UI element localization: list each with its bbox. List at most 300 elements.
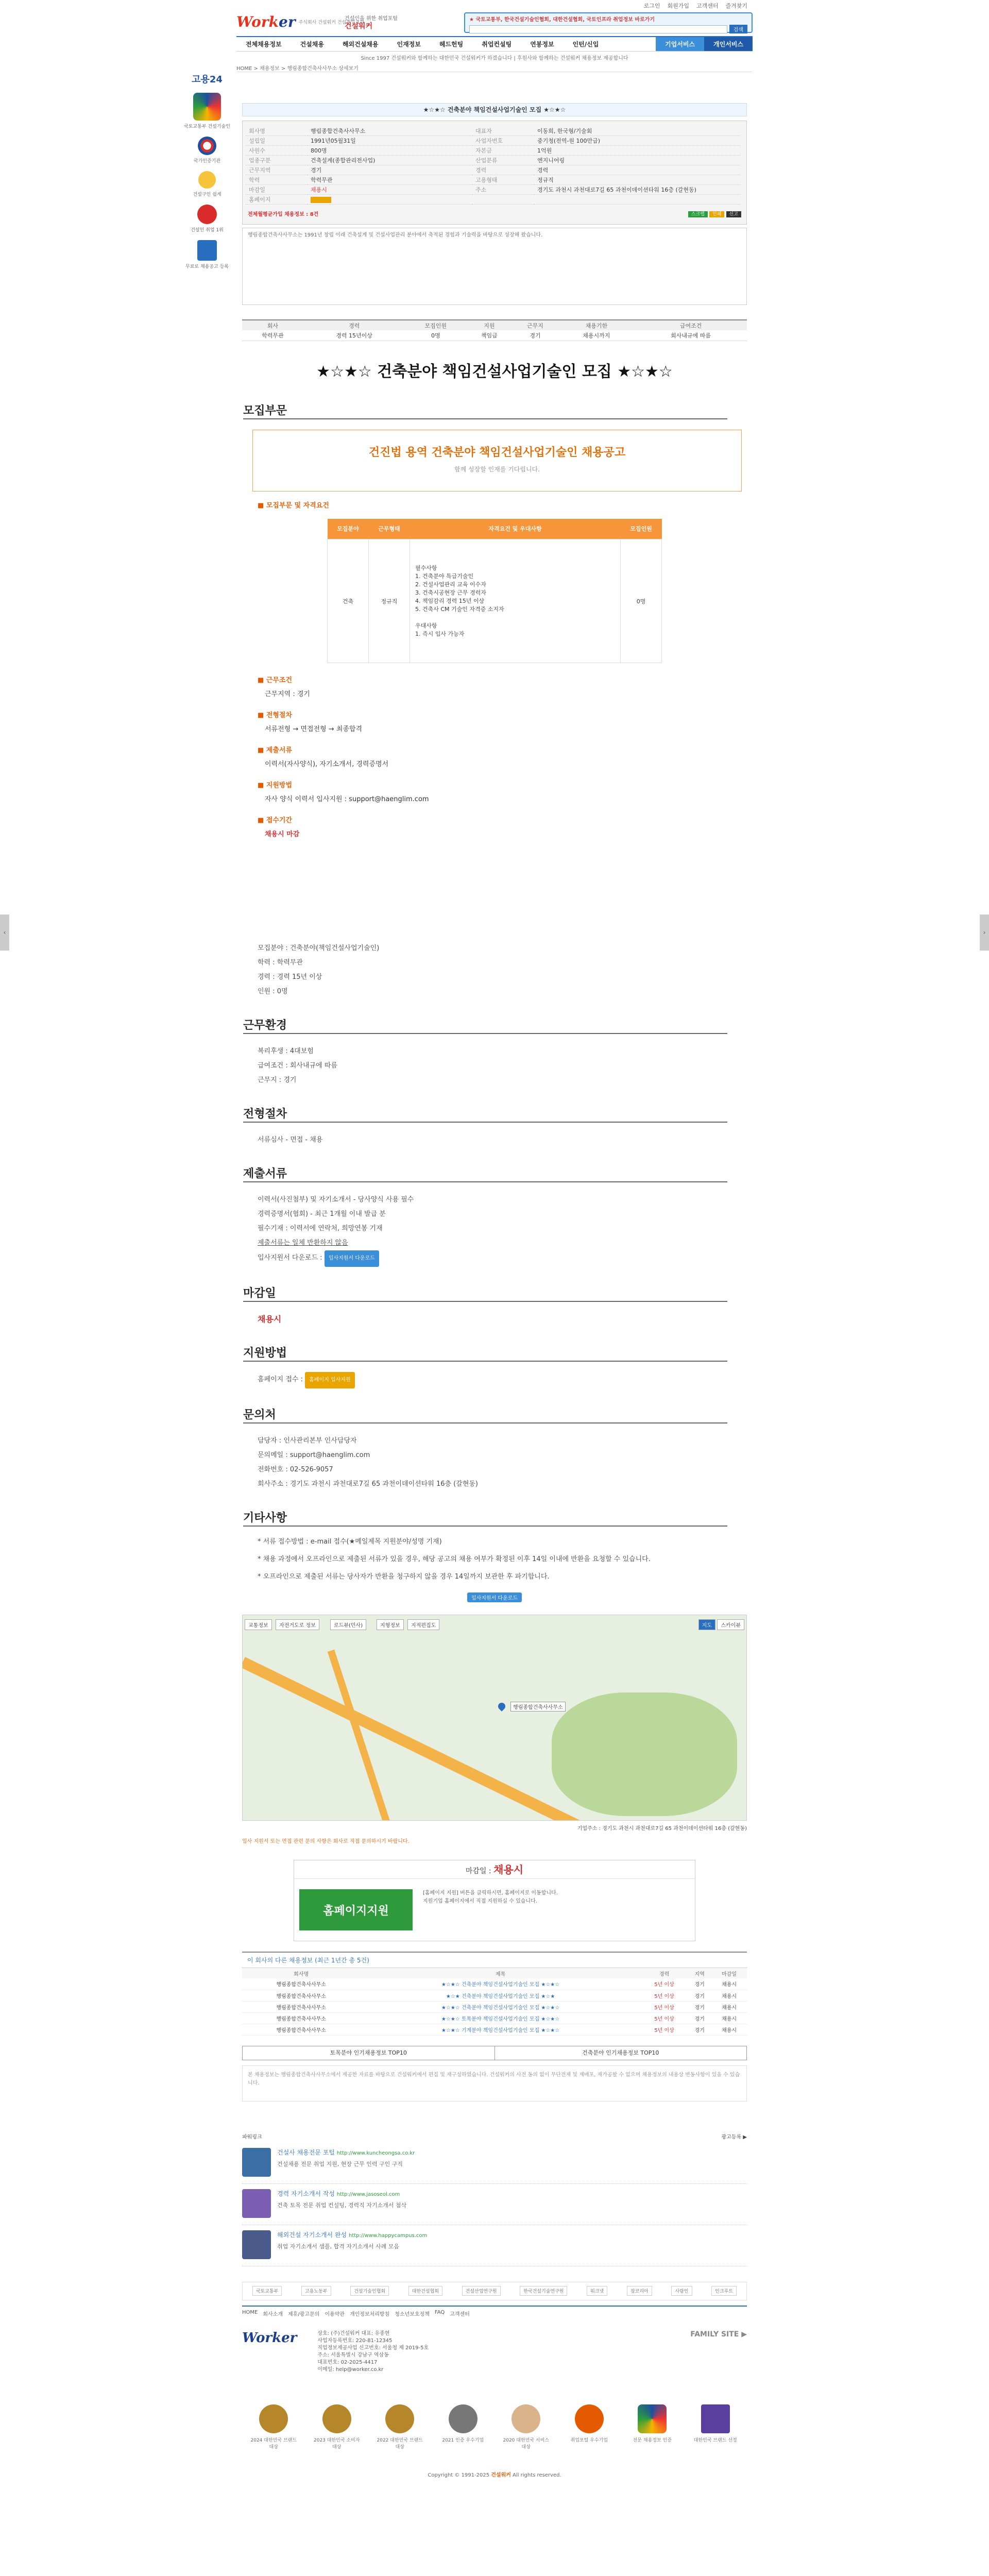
contact-lines [258, 1434, 747, 1492]
sidebar-item-post-job[interactable] [181, 240, 233, 269]
partner-logo[interactable]: 건설기술인협회 [350, 2286, 389, 2296]
documents-lines [258, 1193, 747, 1267]
section-heading: 근무환경 [243, 1016, 727, 1034]
cell: 채용시 [711, 1990, 747, 2001]
map-left-tab[interactable]: 로드뷰(민사) [330, 1619, 366, 1630]
job-link[interactable]: ★☆★☆ 건축분야 책임건설사업기술인 모집 ★☆★☆ [360, 1978, 640, 1990]
award-label: 2023 대한민국 소비자 대상 [314, 2437, 360, 2450]
other-jobs [242, 1952, 747, 2036]
info-value: 이동희, 한국형/기술회 [534, 126, 740, 136]
cell: 5년 이상 [641, 2024, 688, 2035]
partner-logo[interactable]: 워크넷 [587, 2286, 607, 2296]
cond-desc [410, 539, 621, 663]
table-row [242, 330, 747, 341]
award-label: 2021 인증 우수기업 [442, 2437, 484, 2443]
sub-deadline [258, 815, 747, 838]
ad-url[interactable]: http://www.jasoseol.com [336, 2191, 400, 2197]
cell: 채용시 [711, 1978, 747, 1990]
sidebar-item-cert[interactable] [181, 137, 233, 164]
section-recruit [242, 402, 747, 999]
summary-cell: 책임급 [466, 330, 512, 341]
plain-line: 근무지 : 경기 [258, 1076, 297, 1084]
nav-item-salary[interactable]: 연봉정보 [530, 41, 554, 48]
text-line: [홈페이지 지원] 버튼을 클릭하시면, 홈페이지로 이동합니다. [423, 1890, 558, 1896]
award-label: 대한민국 브랜드 선정 [693, 2437, 737, 2443]
logo-mark [236, 13, 296, 30]
sub-value: 채용시 마감 [265, 831, 300, 838]
cell: 경기 [688, 1978, 711, 1990]
deadline-header [294, 1860, 695, 1879]
partner-logo[interactable]: 국토교통부 [252, 2286, 282, 2296]
bulb-icon [198, 171, 216, 189]
section-heading: 마감일 [243, 1284, 727, 1302]
award-badge [250, 2404, 297, 2450]
header-tagline [345, 15, 398, 31]
recruit-box-title: 건진법 용역 건축분야 책임건설사업기술인 채용공고 [368, 446, 626, 459]
since-line: Since 1997 건설워커와 함께하는 대한민국 건설워커가 하겠습니다 | 후원사와 함께하는 건설워커 채용정보 제공합니다 [361, 56, 628, 61]
award-label: 2022 대한민국 브랜드 대상 [377, 2437, 423, 2450]
plain-line: * 오프라인으로 제출된 서류는 당사자가 반환을 청구하지 않을 경우 14일까지 보관한 후 파기합니다. [258, 1573, 550, 1581]
ads-register-link[interactable]: 광고등록 ▶ [721, 2134, 747, 2140]
footer-link[interactable]: 회사소개 [263, 2311, 283, 2317]
info-key: 사업자번호 [472, 136, 534, 146]
map-pin-icon[interactable] [497, 1701, 507, 1711]
cell: 경기 [688, 1990, 711, 2001]
cond-desc-line: 5. 건축사 CM 기술인 자격증 소지자 [415, 605, 504, 613]
cell: 경기 [688, 2001, 711, 2012]
info-key: 업종구분 [246, 156, 308, 165]
company-info-panel [242, 121, 747, 225]
logo-mark-a: Work [236, 13, 279, 30]
popular-rankings [242, 2046, 747, 2060]
cell: 채용시 [711, 2012, 747, 2024]
footer-link[interactable]: 이용약관 [325, 2311, 345, 2317]
map-address: 기업주소 : 경기도 과천시 과천대로7길 65 과천이데이션타워 16층 (갈현동) [577, 1826, 747, 1832]
sub-value: 서류전형 → 면접전형 → 최종합격 [265, 725, 363, 733]
table-row [328, 539, 662, 663]
search-input[interactable] [469, 25, 727, 33]
cond-type: 정규직 [369, 539, 410, 663]
sub-heading: ■ 근무조건 [258, 674, 747, 684]
partner-logo[interactable]: 고용노동부 [301, 2286, 331, 2296]
nav-item-overseas[interactable]: 해외건설채용 [342, 41, 379, 48]
info-value-address: 경기도 과천시 과천대로7길 65 과천이데이션타워 16층 (갈현동) [534, 185, 740, 195]
apply-line [258, 1372, 747, 1388]
sidebar-item-easy[interactable] [181, 171, 233, 197]
text-line: 지원기업 홈페이지에서 직접 지원하실 수 있습니다. [423, 1899, 537, 1904]
other-header: 지역 [688, 1968, 711, 1978]
left-sidebar [181, 72, 233, 277]
footer-link[interactable]: FAQ [434, 2309, 445, 2315]
award-label: 전문 채용정보 인증 [633, 2437, 672, 2443]
nav-item-company-service[interactable]: 기업서비스 [656, 37, 704, 51]
sidebar-label-6: 무료로 채용공고 등록 [185, 264, 229, 269]
sidebar-label-4: 건설구인 쉽게 [193, 192, 221, 197]
cell: 행림종합건축사사무소 [242, 2001, 360, 2012]
partner-logo[interactable]: 한국건설기술연구원 [520, 2286, 567, 2296]
info-value: 정규직 [534, 175, 740, 185]
summary-cell: 경력 15년이상 [303, 330, 405, 341]
table-row[interactable] [242, 2012, 747, 2024]
molit-logo-icon [193, 93, 221, 121]
sidebar-label-2: 국토교통부 건설기술인 [184, 124, 230, 129]
info-value: 경기 [308, 165, 472, 175]
copyright-pre: Copyright © 1991-2025 [428, 2472, 491, 2478]
ad-title[interactable]: 경력 자기소개서 작성 [277, 2190, 335, 2197]
summary-cell: 0명 [405, 330, 466, 341]
cond-desc-line: 3. 건축시공현장 근무 경력자 [415, 589, 486, 596]
plain-line: 필수기재 : 이력서에 연락처, 희망연봉 기재 [258, 1225, 383, 1232]
info-value: 1991년05월31일 [308, 136, 472, 146]
other-header: 마감일 [711, 1968, 747, 1978]
summary-header: 회사 [242, 320, 303, 330]
section-heading: 모집부문 [243, 402, 727, 419]
partner-logo[interactable]: 잡코리아 [627, 2286, 652, 2296]
award-medal-icon [701, 2404, 730, 2433]
award-medal-icon [322, 2404, 351, 2433]
util-link-support[interactable]: 고객센터 [696, 3, 719, 9]
award-badge [566, 2404, 612, 2450]
ad-desc: 건축 토목 전문 취업 컨설팅, 경력직 자기소개서 첨삭 [277, 2201, 407, 2209]
footer-logo-a: Work [242, 2330, 282, 2346]
sub-heading: ■ 지원방법 [258, 779, 747, 789]
sub-docs [258, 744, 747, 768]
nav-item-consulting[interactable]: 취업컨설팅 [482, 41, 512, 48]
cell: 경기 [688, 2024, 711, 2035]
document-icon [197, 240, 217, 261]
cell: 5년 이상 [641, 1978, 688, 1990]
map-tab-skyview[interactable]: 스카이뷰 [717, 1619, 744, 1630]
fineprint: 본 채용정보는 행림종합건축사사무소에서 제공한 자료를 바탕으로 건설워커에서 편집 및 재구성하였습니다. 건설워커의 사전 동의 없이 무단전재 및 재배포, 재가공할 수 없으며 채용정보의 내용상 변동사항이 있을 수 있습니다. [242, 2065, 747, 2102]
ad-title[interactable]: 건설사 채용전문 포털 [277, 2148, 335, 2156]
map-pin-label: 행림종합건축사사무소 [510, 1702, 566, 1711]
plain-line: 제출서류는 일체 반환하지 않음 [258, 1239, 348, 1247]
nav-item-talent[interactable]: 인재정보 [397, 41, 421, 48]
plain-line: * 채용 과정에서 오프라인으로 제출된 서류가 있을 경우, 해당 공고의 채용 여부가 확정된 이후 14일 이내에 반환을 요청할 수 있습니다. [258, 1555, 651, 1563]
nav-item-construction[interactable]: 건설채용 [300, 41, 324, 48]
plain-line: 경력 : 경력 15년 이상 [258, 973, 322, 981]
top-banner: ★☆★☆ 건축분야 책임건설사업기술인 모집 ★☆★☆ [242, 103, 747, 116]
logo-subtitle: 주식회사 건설워커 건설취업 1위 [298, 20, 364, 25]
award-badge [629, 2404, 675, 2450]
info-value: 중기청(전역-원 100만급) [534, 136, 740, 146]
copyright-post: All rights reserved. [510, 2472, 561, 2478]
awards-row [242, 2404, 747, 2450]
section-apply [242, 1344, 747, 1388]
table-row[interactable] [242, 2001, 747, 2012]
sub-value: 근무지역 : 경기 [265, 690, 310, 698]
breadcrumb: HOME > 채용정보 > 행림종합건축사사무소 상세보기 [236, 64, 753, 72]
table-row[interactable] [242, 2024, 747, 2035]
left-edge-tab[interactable]: ‹ [0, 914, 9, 951]
summary-header: 경력 [303, 320, 405, 330]
download-form-button[interactable]: 입사지원서 다운로드 [325, 1250, 379, 1267]
job-link[interactable]: ★☆★☆ 토목분야 책임건설사업기술인 모집 ★☆★☆ [360, 2012, 640, 2024]
table-row[interactable] [242, 1978, 747, 1990]
info-value: 1억원 [534, 146, 740, 156]
plain-line: 회사주소 : 경기도 과천시 과천대로7길 65 과천이데이션타워 16층 (갈현동) [258, 1480, 479, 1488]
map-park [552, 1692, 737, 1816]
main-nav [236, 36, 753, 52]
ad-title[interactable]: 해외건설 자기소개서 완성 [277, 2231, 347, 2239]
info-key: 근무지역 [246, 165, 308, 175]
footer-link[interactable]: 제휴/광고문의 [287, 2311, 320, 2317]
plain-line: 경력증명서(협회) - 최근 1개월 이내 발급 분 [258, 1210, 386, 1218]
plain-line: 문의메일 : support@haenglim.com [258, 1451, 370, 1459]
info-key: 회사명 [246, 126, 308, 136]
plain-line: 급여조건 : 회사내규에 따름 [258, 1062, 337, 1070]
footer-link[interactable]: HOME [242, 2309, 258, 2315]
info-key: 주소 [472, 185, 534, 195]
award-label: 2024 대한민국 브랜드 대상 [250, 2437, 297, 2450]
footer-link[interactable]: 청소년보호정책 [395, 2311, 430, 2317]
award-medal-icon [385, 2404, 414, 2433]
site-footer [242, 2306, 747, 2478]
cond-desc-line: 우대사항 [415, 622, 437, 629]
ads-label: 파워링크 [242, 2134, 262, 2140]
ad-desc: 취업 자기소개서 샘플, 합격 자기소개서 사례 모음 [277, 2243, 399, 2250]
footer-company-info [317, 2330, 429, 2374]
cond-header: 모집인원 [621, 519, 662, 539]
right-edge-tab[interactable]: › [980, 914, 989, 951]
cell: 채용시 [711, 2024, 747, 2035]
footer-info-line: 주소: 서울특별시 강남구 역삼동 [317, 2352, 389, 2358]
plain-line: 담당자 : 인사관리본부 인사담당자 [258, 1437, 357, 1445]
sidebar-label-1: 고용24 [192, 74, 223, 85]
cond-desc-line: 필수사항 [415, 564, 437, 571]
award-medal-icon [511, 2404, 540, 2433]
util-link-join[interactable]: 회원가입 [667, 3, 689, 9]
report-button[interactable]: 신고 [726, 211, 741, 217]
award-medal-icon [449, 2404, 478, 2433]
deadline-apply-box [294, 1860, 695, 1941]
cell: 행림종합건축사사무소 [242, 2024, 360, 2035]
copyright-brand: 건설워커 [491, 2472, 511, 2478]
award-label: 취업포털 우수기업 [570, 2437, 608, 2443]
sidebar-label-5: 건설인 취업 1위 [191, 228, 224, 233]
award-badge [440, 2404, 486, 2450]
summary-header: 근무지 [512, 320, 558, 330]
print-button[interactable]: 인쇄 [709, 211, 724, 217]
plain-line: 학력 : 학력무관 [258, 959, 303, 967]
work-env-lines [258, 1044, 747, 1088]
sidebar-label-3: 국가인증기관 [193, 159, 221, 164]
cond-desc-line: 2. 건설사업관리 교육 이수자 [415, 581, 486, 588]
header-brand: 건설워커 [345, 22, 373, 30]
map-left-tab[interactable]: 지형정보 [377, 1619, 404, 1630]
apply-label: 홈페이지 접수 : [258, 1376, 303, 1383]
award-badge [692, 2404, 739, 2450]
sidebar-item-worknet[interactable] [181, 72, 233, 86]
cond-desc-line: 4. 책임감리 경력 15년 이상 [415, 597, 485, 604]
apply-homepage-button[interactable]: 홈페이지 입사지원 [305, 1372, 354, 1388]
notice-line: 입사 지원서 또는 면접 관련 문의 사항은 회사로 직접 문의하시기 바랍니다. [242, 1839, 410, 1844]
plain-line: * 서류 접수방법 : e-mail 접수(★메일제목 지원분야/성명 기재) [258, 1538, 442, 1546]
sub-heading: ■ 접수기간 [258, 815, 747, 824]
ad-item[interactable] [242, 2143, 747, 2184]
homepage-icon [311, 197, 331, 203]
section-heading: 문의처 [243, 1406, 727, 1423]
other-header: 제목 [360, 1968, 640, 1978]
info-key: 경력 [472, 165, 534, 175]
award-medal-icon [575, 2404, 604, 2433]
info-value: 건축설계(종합관리전사업) [308, 156, 472, 165]
nav-item-headhunting[interactable]: 헤드헌팅 [439, 41, 464, 48]
map-tab-map[interactable]: 지도 [698, 1619, 715, 1630]
utility-bar [236, 0, 753, 11]
table-row[interactable] [242, 1990, 747, 2001]
nav-item-personal-service[interactable]: 개인서비스 [704, 37, 753, 51]
ad-item[interactable] [242, 2184, 747, 2225]
summary-cell: 회사내규에 따름 [635, 330, 747, 341]
job-link[interactable]: ★☆★☆ 건축분야 책임건설사업기술인 모집 ★☆★☆ [360, 2001, 640, 2012]
section-heading: 지원방법 [243, 1344, 727, 1362]
info-key: 학력 [246, 175, 308, 185]
location-map[interactable] [242, 1615, 747, 1821]
site-header [236, 11, 753, 36]
partner-logo[interactable]: 사람인 [671, 2286, 692, 2296]
nav-item-all-jobs[interactable]: 전체채용정보 [246, 41, 282, 48]
header-search-box [464, 12, 753, 33]
badge-icon [197, 205, 217, 224]
util-link-bookmark[interactable]: 즐겨찾기 [725, 3, 747, 9]
company-note: 행림종합건축사사무소는 1991년 창립 이래 건축설계 및 건설사업관리 분야에서 축적된 경험과 기술력을 바탕으로 성장해 왔습니다. [242, 228, 747, 305]
award-medal-icon [638, 2404, 667, 2433]
footer-link[interactable]: 고객센터 [450, 2311, 470, 2317]
main-content [242, 103, 747, 2478]
info-key: 자본금 [472, 146, 534, 156]
deadline-label: 마감일 : [465, 1867, 491, 1875]
ad-thumbnail [242, 2189, 271, 2218]
footer-logo [242, 2330, 297, 2374]
partner-logo[interactable]: 건설산업연구원 [462, 2286, 501, 2296]
info-value: 경력 [534, 165, 740, 175]
info-value: 800명 [308, 146, 472, 156]
cell: 채용시 [711, 2001, 747, 2012]
plain-line: 모집분야 : 건축분야(책임건설사업기술인) [258, 944, 380, 952]
cond-header: 근무형태 [369, 519, 410, 539]
cell: 경기 [688, 2012, 711, 2024]
award-badge [503, 2404, 549, 2450]
info-key: 설립일 [246, 136, 308, 146]
ad-url[interactable]: http://www.happycampus.com [348, 2232, 428, 2239]
summary-cell: 경기 [512, 330, 558, 341]
homepage-apply-text [423, 1889, 558, 1930]
ad-section [242, 2132, 747, 2266]
job-summary [242, 319, 747, 341]
util-link-login[interactable]: 로그인 [643, 3, 660, 9]
plain-line: 복리후생 : 4대보험 [258, 1047, 314, 1055]
page-title: ★☆★☆ 건축분야 책임건설사업기술인 모집 ★☆★☆ [316, 362, 673, 381]
company-info-grid [246, 126, 743, 205]
etc-download-button[interactable]: 입사지원서 다운로드 [467, 1592, 522, 1602]
copyright [242, 2470, 747, 2478]
cell: 5년 이상 [641, 2012, 688, 2024]
other-header: 회사명 [242, 1968, 360, 1978]
recruit-box-sub: 함께 성장할 인재를 기다립니다. [454, 465, 540, 473]
info-key: 사원수 [246, 146, 308, 156]
summary-header: 모집인원 [405, 320, 466, 330]
sub-method [258, 779, 747, 803]
footer-logo-b: er [281, 2330, 297, 2346]
etc-lines [258, 1537, 747, 1582]
selection-line: 서류심사 - 면접 - 채용 [258, 1136, 323, 1144]
section-heading: 기타사항 [243, 1509, 727, 1527]
cond-count: 0명 [621, 539, 662, 663]
info-value: 엔지니어링 [534, 156, 740, 165]
map-left-tab[interactable]: 교통정보 [245, 1619, 272, 1630]
cell: 행림종합건축사사무소 [242, 1978, 360, 1990]
section-deadline [242, 1284, 747, 1327]
sub-work-cond [258, 674, 747, 698]
award-medal-icon [259, 2404, 288, 2433]
summary-header: 급여조건 [635, 320, 747, 330]
family-site-select[interactable]: FAMILY SITE ▶ [690, 2330, 747, 2338]
homepage-apply-button[interactable]: 홈페이지지원 [299, 1889, 413, 1930]
plain-line: 인원 : 0명 [258, 988, 288, 995]
ad-item[interactable] [242, 2225, 747, 2266]
footer-info-line: 사업자등록번호: 220-81-12345 [317, 2337, 393, 2344]
ad-thumbnail [242, 2230, 271, 2259]
cond-heading: ■ 모집부문 및 자격요건 [258, 500, 747, 510]
ad-url[interactable]: http://www.kuncheongsa.co.kr [336, 2150, 415, 2156]
scrap-button[interactable]: 스크랩 [688, 211, 708, 217]
homepage-button[interactable] [308, 195, 472, 205]
footer-info-line: 이메일: help@worker.co.kr [317, 2366, 384, 2372]
sidebar-item-no1[interactable] [181, 205, 233, 233]
section-contact [242, 1406, 747, 1492]
partner-logo[interactable]: 인크루트 [711, 2286, 737, 2296]
section-heading: 전형절차 [243, 1105, 727, 1123]
sub-value: 자사 양식 이력서 입사지원 : support@haenglim.com [265, 795, 429, 803]
sub-value: 이력서(자사양식), 자기소개서, 경력증명서 [265, 760, 389, 768]
map-left-tab[interactable]: 자전거도로 정보 [276, 1619, 319, 1630]
cond-header: 모집분야 [328, 519, 369, 539]
info-value: 행림종합건축사사무소 [308, 126, 472, 136]
section-etc [242, 1509, 747, 1602]
partner-logo[interactable]: 대한건설협회 [408, 2286, 442, 2296]
section-selection [242, 1105, 747, 1147]
cell: 5년 이상 [641, 2001, 688, 2012]
cell: 행림종합건축사사무소 [242, 2012, 360, 2024]
header-tagline-line1: 건설인을 위한 취업포털 [345, 16, 398, 22]
info-key: 대표자 [472, 126, 534, 136]
cond-desc-line: 1. 건축분야 특급기술인 [415, 572, 474, 580]
ranking-civil[interactable]: 토목분야 인기채용정보 TOP10 [243, 2046, 495, 2060]
nav-item-intern[interactable]: 인턴/신입 [572, 41, 599, 48]
ad-desc: 건설채용 전문 취업 지원, 현장 근무 인력 구인 구직 [277, 2160, 403, 2167]
deadline-value: 채용시 [258, 1314, 282, 1324]
info-footer-count: 전체월평균가입 채용정보 : 8건 [248, 211, 319, 217]
cell: 5년 이상 [641, 1990, 688, 2001]
sub-heading: ■ 제출서류 [258, 744, 747, 754]
search-button[interactable]: 검색 [729, 25, 747, 33]
footer-info-line: 직업정보제공사업 신고번호: 서울청 제 2019-5호 [317, 2345, 429, 2351]
job-link[interactable]: ★☆★☆ 기계분야 책임건설사업기술인 모집 ★☆★☆ [360, 2024, 640, 2035]
job-link[interactable]: ★☆★ 건축분야 책임건설사업기술인 모집 ★☆★ [360, 1990, 640, 2001]
ranking-arch[interactable]: 건축분야 인기채용정보 TOP10 [582, 2049, 659, 2056]
header-ticker[interactable]: ★ 국토교통부, 한국건설기술인협회, 대한건설협회, 국토인프라 취업정보 바로가기 [469, 17, 655, 23]
section-heading: 제출서류 [243, 1165, 727, 1182]
sidebar-item-molit[interactable] [181, 93, 233, 129]
taegeuk-icon [198, 137, 216, 155]
other-header: 경력 [641, 1968, 688, 1978]
footer-link[interactable]: 개인정보처리방침 [349, 2311, 390, 2317]
section-work-env [242, 1016, 747, 1088]
logo-mark-b: er [279, 13, 296, 30]
map-left-tab[interactable]: 지적편집도 [407, 1619, 439, 1630]
summary-cell: 학력무관 [242, 330, 303, 341]
